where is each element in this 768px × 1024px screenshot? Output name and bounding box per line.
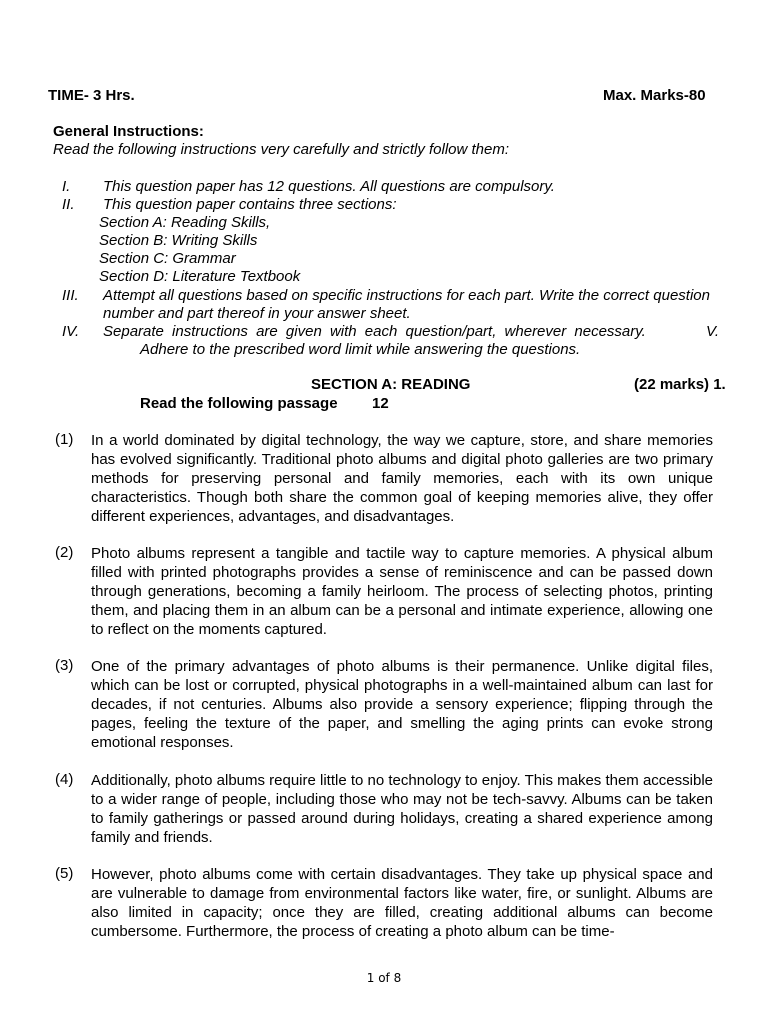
paragraph-number: (2) xyxy=(55,544,74,561)
paragraph-number: (4) xyxy=(55,771,74,788)
instruction-number: II. xyxy=(62,196,75,213)
section-list-item: Section B: Writing Skills xyxy=(99,232,258,249)
section-list-item: Section D: Literature Textbook xyxy=(99,268,301,285)
general-instructions-intro: Read the following instructions very carefully and strictly follow them: xyxy=(53,141,510,158)
paragraph-text: Additionally, photo albums require little to no technology to enjoy. This makes them accessible to a wider range of people, including those who may not be tech-savvy. Albums can be taken to family gatherings or passed around during holidays, creating a shared experience among family and friends. xyxy=(91,772,714,846)
passage-marks: 12 xyxy=(372,395,389,412)
instruction-number: V. xyxy=(706,323,720,340)
instruction-text: This question paper has 12 questions. All questions are compulsory. xyxy=(103,178,555,195)
passage-paragraph xyxy=(55,771,713,847)
instruction-text: Attempt all questions based on specific instructions for each part. Write the correct question xyxy=(103,287,710,304)
section-a-title: SECTION A: READING xyxy=(311,376,471,393)
paragraph-text: However, photo albums come with certain disadvantages. They take up physical space and are vulnerable to damage from environmental factors like water, fire, or sunlight. Albums are also limited in capacity; once they are filled, creating additional albums can become cumbersome. Furthermore, the process of creating a photo album can be time- xyxy=(91,866,713,940)
passage-paragraph xyxy=(55,544,713,639)
instruction-number: IV. xyxy=(62,323,80,340)
max-marks-label: Max. Marks-80 xyxy=(603,87,706,104)
instruction-number: I. xyxy=(62,178,71,195)
passage-paragraph xyxy=(55,865,713,941)
paragraph-number: (5) xyxy=(55,865,74,882)
passage-prompt: Read the following passage xyxy=(140,395,338,412)
instruction-number: III. xyxy=(62,287,79,304)
paragraph-number: (1) xyxy=(55,431,74,448)
instruction-text: Adhere to the prescribed word limit while answering the questions. xyxy=(140,341,581,358)
instruction-text: This question paper contains three sections: xyxy=(103,196,397,213)
instruction-text-continued: number and part thereof in your answer sheet. xyxy=(103,305,411,322)
paragraph-text: One of the primary advantages of photo albums is their permanence. Unlike digital files, which can be lost or corrupted, physical photographs in a well-maintained album can last for decades, if not centuries. Albums also provide a sensory experience; flipping through the pages, feeling the texture of the paper, and smelling the aging prints can evoke strong emotional responses. xyxy=(91,658,713,751)
paragraph-number: (3) xyxy=(55,657,74,674)
passage-paragraph xyxy=(55,431,713,526)
section-list-item: Section A: Reading Skills, xyxy=(99,214,271,231)
paragraph-text: In a world dominated by digital technology, the way we capture, store, and share memories has evolved significantly. Traditional photo albums and digital photo galleries are two primary methods for preserving personal and family memories, each with its own unique characteristics. Though both share the common goal of keeping memories alive, they offer different experiences, advantages, and disadvantages. xyxy=(91,432,713,525)
time-label: TIME- 3 Hrs. xyxy=(48,87,135,104)
section-a-marks: (22 marks) 1. xyxy=(634,376,726,393)
instruction-text: Separate instructions are given with each question/part, wherever necessary. xyxy=(103,323,646,340)
paragraph-text: Photo albums represent a tangible and tactile way to capture memories. A physical album filled with printed photographs provides a sense of reminiscence and can be passed down through generations, becoming a family heirloom. The process of selecting photos, printing them, and placing them in an album can be a personal and intimate experience, allowing one to reflect on the moments captured. xyxy=(91,545,713,638)
page-number: 1 of 8 xyxy=(366,971,402,985)
general-instructions-heading: General Instructions: xyxy=(53,123,204,140)
section-list-item: Section C: Grammar xyxy=(99,250,236,267)
passage-paragraph xyxy=(55,657,713,752)
